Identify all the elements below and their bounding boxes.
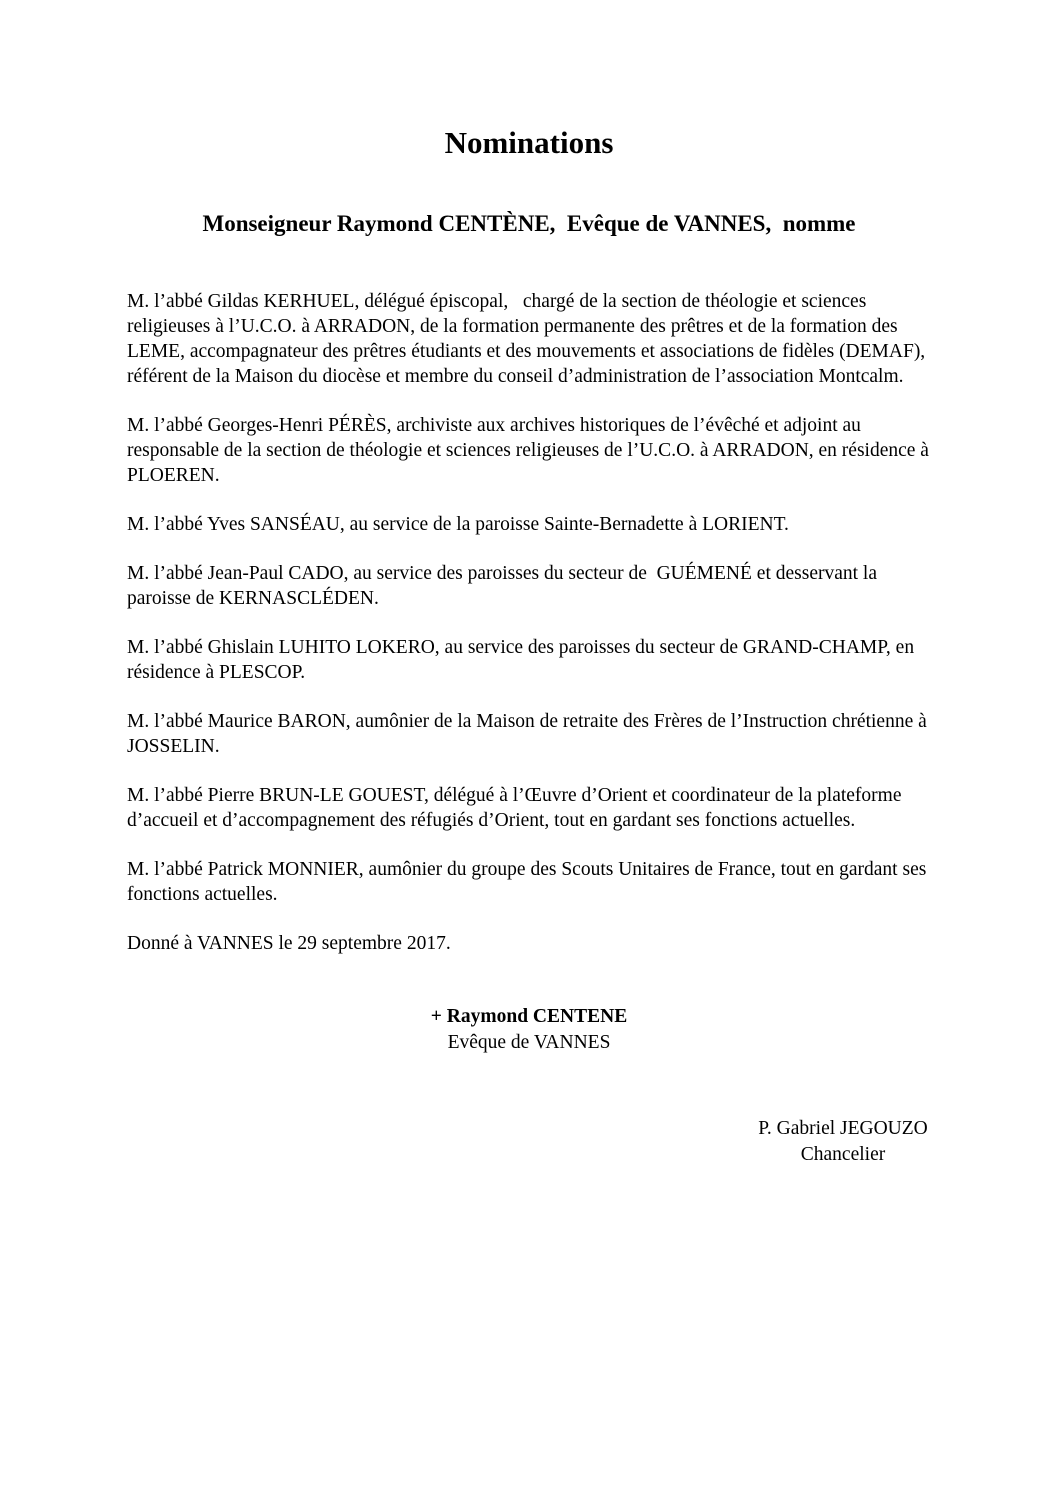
signature-role: Evêque de VANNES — [447, 1032, 611, 1053]
signature-block — [0, 1004, 1058, 1056]
nomination-paragraph: M. l’abbé Gildas KERHUEL, délégué épiscopal, chargé de la section de théologie et sciences religieuses à l’U.C.O. à ARRADON, de la formation permanente des prêtres et de la formation des LEME, accompagnateur des prêtres étudiants et des mouvements et associations de fidèles (DEMAF), référent de la Maison du diocèse et membre du conseil d’administration de l’association Montcalm. — [127, 291, 931, 387]
chancellor-role: Chancelier — [800, 1144, 886, 1165]
chancellor-block — [718, 1116, 968, 1168]
signature-name: + Raymond CENTENE — [430, 1006, 628, 1027]
nomination-paragraph: M. l’abbé Georges-Henri PÉRÈS, archiviste aux archives historiques de l’évêché et adjoint au responsable de la section de théologie et sciences religieuses de l’U.C.O. à ARRADON, en résidence à PLOEREN. — [127, 415, 934, 486]
dateline: Donné à VANNES le 29 septembre 2017. — [127, 933, 451, 954]
nomination-paragraph: M. l’abbé Patrick MONNIER, aumônier du groupe des Scouts Unitaires de France, tout en gardant ses fonctions actuelles. — [127, 859, 932, 905]
nomination-paragraph: M. l’abbé Maurice BARON, aumônier de la Maison de retraite des Frères de l’Instruction chrétienne à JOSSELIN. — [127, 711, 932, 757]
nomination-paragraph: M. l’abbé Pierre BRUN-LE GOUEST, délégué à l’Œuvre d’Orient et coordinateur de la plateforme d’accueil et d’accompagnement des réfugiés d’Orient, tout en gardant ses fonctions actuelles. — [127, 785, 907, 831]
nomination-paragraph: M. l’abbé Ghislain LUHITO LOKERO, au service des paroisses du secteur de GRAND-CHAMP, en résidence à PLESCOP. — [127, 637, 919, 683]
nomination-paragraph: M. l’abbé Yves SANSÉAU, au service de la paroisse Sainte-Bernadette à LORIENT. — [127, 514, 789, 535]
document-body — [127, 289, 936, 956]
nomination-paragraph: M. l’abbé Jean-Paul CADO, au service des paroisses du secteur de GUÉMENÉ et desservant la paroisse de KERNASCLÉDEN. — [127, 563, 882, 609]
document-subtitle: Monseigneur Raymond CENTÈNE, Evêque de VANNES, nomme — [202, 211, 856, 236]
chancellor-name: P. Gabriel JEGOUZO — [758, 1118, 928, 1139]
document-title: Nominations — [444, 125, 614, 160]
